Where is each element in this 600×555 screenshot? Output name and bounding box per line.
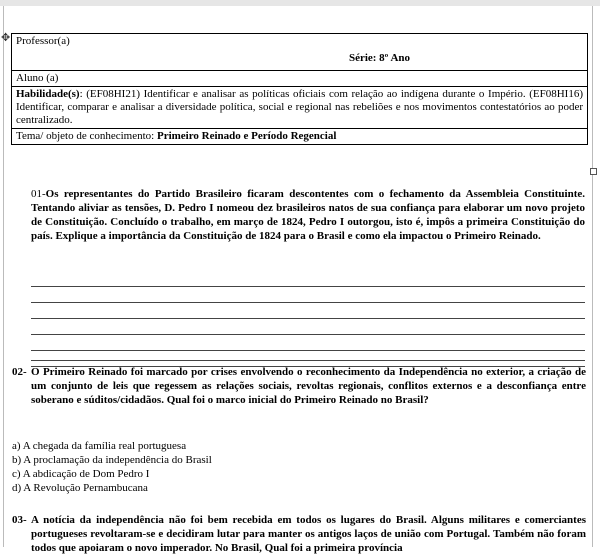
tema-value: Primeiro Reinado e Período Regencial <box>156 130 337 142</box>
question-2-number: 02- <box>12 366 27 378</box>
option-b[interactable]: b) A proclamação da independência do Brasil <box>12 454 212 466</box>
habilidade-text: : (EF08HI21) Identificar e analisar as políticas oficiais com relação ao indígena durante o Império. (EF08HI16) Identificar, comparar e analisar a diversidade política, social e regional nas rebeliões e nos movimentos contestatórios ao poder centralizado. <box>16 88 583 126</box>
question-3 <box>12 513 586 555</box>
question-1 <box>31 187 585 243</box>
professor-label: Professor(a) <box>16 35 70 47</box>
answer-line[interactable] <box>31 319 585 335</box>
answer-line[interactable] <box>31 287 585 303</box>
question-3-text: A notícia da independência não foi bem recebida em todos os lugares do Brasil. Alguns militares e comerciantes portugueses revoltaram-se e decidiram lutar para manter os antigos laços de união com Portugal. Também não foram todos que apoiaram o novo imperador. No Brasil, Qual foi a primeira província <box>31 514 586 554</box>
question-separator <box>31 360 585 361</box>
professor-cell[interactable] <box>12 34 588 71</box>
answer-line[interactable] <box>31 335 585 351</box>
header-table <box>11 33 588 145</box>
aluno-label: Aluno (a) <box>16 72 59 84</box>
tema-cell[interactable] <box>12 129 588 145</box>
habilidade-label: Habilidade(s) <box>16 88 80 100</box>
aluno-cell[interactable] <box>12 71 588 87</box>
option-c[interactable]: c) A abdicação de Dom Pedro I <box>12 468 150 480</box>
option-d[interactable]: d) A Revolução Pernambucana <box>12 482 148 494</box>
answer-line[interactable] <box>31 303 585 319</box>
question-1-text: Os representantes do Partido Brasileiro ficaram descontentes com o fechamento da Assembleia Constituinte. Tentando aliviar as tensões, D. Pedro I nomeou dez brasileiros natos de sua confiança para elaborar um novo projeto de Constituição. Concluído o trabalho, em março de 1824, Pedro I outorgou, isto é, impôs a primeira Constituição do país. Explique a importância da Constituição de 1824 para o Brasil e como ela impactou o Primeiro Reinado. <box>31 188 585 242</box>
question-2 <box>12 365 586 407</box>
habilidade-cell[interactable] <box>12 87 588 129</box>
serie-label: Série: 8º Ano <box>348 52 411 64</box>
option-a[interactable]: a) A chegada da família real portuguesa <box>12 440 187 452</box>
question-2-options <box>12 439 212 495</box>
tema-label: Tema/ objeto de conhecimento: <box>16 130 155 142</box>
question-1-number: 01- <box>31 188 46 200</box>
question-3-number: 03- <box>12 514 27 526</box>
resize-handle[interactable] <box>590 168 597 175</box>
answer-lines[interactable] <box>31 271 585 367</box>
table-move-handle-icon[interactable]: ✥ <box>1 31 11 44</box>
question-2-text: O Primeiro Reinado foi marcado por crises envolvendo o reconhecimento da Independência no exterior, a criação de um conjunto de leis que regessem as relações sociais, revoltas regionais, conflitos externos e a desconfiança entre soberano e súditos/cidadãos. Qual foi o marco inicial do Primeiro Reinado no Brasil? <box>31 366 586 406</box>
answer-line[interactable] <box>31 271 585 287</box>
